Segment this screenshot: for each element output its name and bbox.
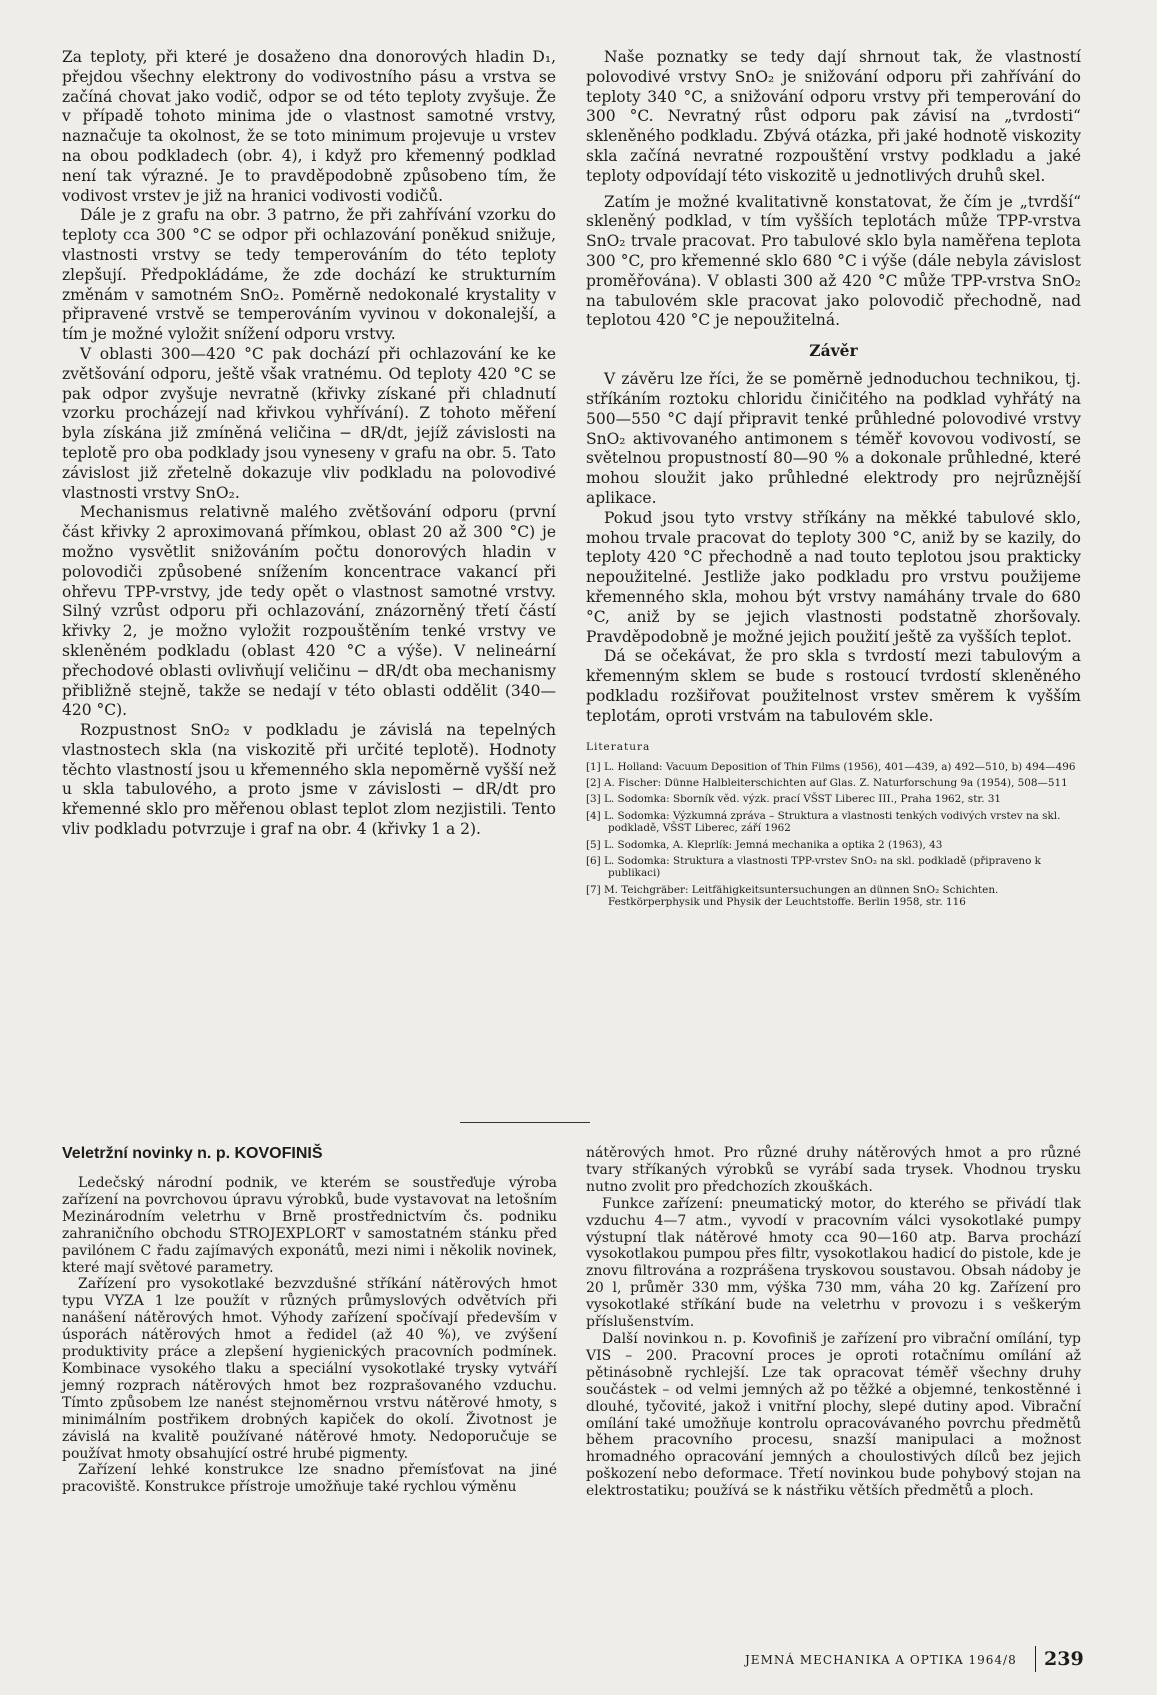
news-paragraph: Další novinkou n. p. Kovofiniš je zařízení pro vibrační omílání, typ VIS – 200. Pracovní proces je oproti rotačnímu omílání až pětinásobně rychlejší. Lze tak opracovat téměř všechny druhy součástek – od velmi jemných až po těžké a objemné, tenkostěnné i dlouhé, tyčovité, jakož i vnitřní plochy, slepé dutiny apod. Vibrační omílání také umožňuje kontrolu opracovávaného povrchu předmětů během pracovního procesu, snazší manipulaci a možnost hromadného opracování jemných a choulostivých dílců bez jejich poškození nebo deformace. Třetí novinkou bude pohybový stojan na elektrostatiku; používá se k nástřiku větších předmětů a ploch.	[586, 1330, 1081, 1500]
section-divider	[460, 1122, 590, 1123]
reference-item: [5] L. Sodomka, A. Kleprlík: Jemná mechanika a optika 2 (1963), 43	[586, 838, 943, 851]
footer-rule	[1035, 1646, 1036, 1672]
news-paragraph: Zařízení pro vysokotlaké bezvzdušné stříkání nátěrových hmot typu VYZA 1 lze použít v různých průmyslových odvětvích při nanášení nátěrových hmot. Výhody zařízení spočívají především v úsporách nátěrových hmot a ředidel (až 40 %), ve zvýšení produktivity práce a zlepšení hygienických pracovních podmínek. Kombinace vysokého tlaku a speciální vysokotlaké trysky vytváří jemný rozprach nátěrových hmot bez rozprašovaného vzduchu. Tímto způsobem lze nanést stejnoměrnou vrstvu nátěrové hmoty, s minimálním postřikem drobných kapiček do okolí. Životnost je závislá na kvalitě používané nátěrové hmoty. Nedoporučuje se používat hmoty obsahující ostré hrubé pigmenty.	[62, 1276, 557, 1462]
section-heading: Závěr	[809, 341, 858, 361]
reference-item: [7] M. Teichgräber: Leitfähigkeitsuntersuchungen an dünnen SnO₂ Schichten. Festkörperphysik und Physik der Leuchtstoffe. Berlin 1958, str. 116	[586, 883, 999, 909]
reference-item: [3] L. Sodomka: Sborník věd. výzk. prací VŠST Liberec III., Praha 1962, str. 31	[586, 793, 1002, 806]
news-title: Veletržní novinky n. p. KOVOFINIŠ	[62, 1145, 323, 1162]
paragraph: Mechanismus relativně malého zvětšování odporu (první část křivky 2 aproximovaná přímkou, oblast 20 až 300 °C) je možno vysvětlit snižováním počtu donorových hladin v polovodiči způsobené snížením koncentrace vakancí při ohřevu TPP-vrstvy, jde tedy opět o vlastnost samotné vrstvy. Silný vzrůst odporu při ochlazování, znázorněný třetí částí křivky 2, je možno vyložit rozpouštěním tenké vrstvy ve skleněném podkladu (oblast 420 °C a výše). V nelineární přechodové oblasti ovlivňují veličinu − dR/dt oba mechanismy přibližně stejně, takže se nedají v této oblasti oddělit (340—420 °C).	[62, 503, 556, 720]
left-column	[62, 48, 556, 840]
reference-list	[586, 761, 1081, 909]
page-number: 239	[1044, 1648, 1084, 1670]
reference-item: [1] L. Holland: Vacuum Deposition of Thin Films (1956), 401—439, a) 492—510, b) 494—496	[586, 760, 1076, 773]
paragraph: Dá se očekávat, že pro skla s tvrdostí mezi tabulovým a křemenným sklem se bude s rostoucí tvrdostí skleněného podkladu rozšiřovat použitelnost vrstev směrem k vyšším teplotám, oproti vrstvám na tabulovém skle.	[586, 647, 1081, 725]
paragraph: Zatím je možné kvalitativně konstatovat, že čím je „tvrdší“ skleněný podklad, v tím vyšších teplotách může TPP-vrstva SnO₂ trvale pracovat. Pro tabulové sklo byla naměřena teplota 300 °C, pro křemenné sklo 680 °C i výše (dále nebyla závislost proměřována). V oblasti 300 až 420 °C může TPP-vrstva SnO₂ na tabulovém skle pracovat jako polovodič přechodně, nad teplotou 420 °C je nepoužitelná.	[586, 192, 1081, 330]
reference-item: [4] L. Sodomka: Výzkumná zpráva – Struktura a vlastnosti tenkých vodivých vrstev na skl. podkladě, VŠST Liberec, září 1962	[586, 809, 1061, 835]
paragraph: Naše poznatky se tedy dají shrnout tak, že vlastností polovodivé vrstvy SnO₂ je snižování odporu při zahřívání do teploty 340 °C, a snižování odporu vrstvy při temperování do 300 °C. Nevratný růst odporu pak závisí na „tvrdosti“ skleněného podkladu. Zbývá otázka, při jaké hodnotě viskozity skla začíná nevratné rozpouštění vrstvy podkladu a jaké teploty odpovídají této viskozitě u jednotlivých druhů skel.	[586, 48, 1081, 185]
reference-item: [6] L. Sodomka: Struktura a vlastnosti TPP-vrstev SnO₂ na skl. podkladě (připraveno k publikaci)	[586, 854, 1041, 880]
news-left-column	[62, 1145, 557, 1496]
literature-title: Literatura	[586, 740, 651, 753]
news-right-column	[586, 1145, 1081, 1500]
reference-item: [2] A. Fischer: Dünne Halbleiterschichten auf Glas. Z. Naturforschung 9a (1954), 508—511	[586, 776, 1068, 789]
news-paragraph: Ledečský národní podnik, ve kterém se soustřeďuje výroba zařízení na povrchovou úpravu výrobků, bude vystavovat na letošním Mezinárodním veletrhu v Brně prostřednictvím čs. podniku zahraničního obchodu STROJEXPLORT v samostatném stánku před pavilónem C řadu zajímavých exponátů, mezi nimi i několik novinek, které mají světové parametry.	[62, 1175, 557, 1276]
paragraph: V oblasti 300—420 °C pak dochází při ochlazování ke ke zvětšování odporu, ještě však vratnému. Od teploty 420 °C se pak odpor zvyšuje nevratně (křivky získané při chladnutí vzorku procházejí nad křivkou vyhřívání). Z tohoto měření byla získána již zmíněná veličina − dR/dt, jejíž závislosti na teplotě pro oba podklady jsou vyneseny v grafu na obr. 5. Tato závislost již zřetelně dokazuje vliv podkladu na polovodivé vlastnosti vrstvy SnO₂.	[62, 344, 556, 502]
paragraph: V závěru lze říci, že se poměrně jednoduchou technikou, tj. stříkáním roztoku chloridu činičitého na podklad vyhřátý na 500—550 °C dají připravit tenké průhledné polovodivé vrstvy SnO₂ aktivovaného antimonem s téměř kovovou vodivostí, se světelnou propustností 80—90 % a dokonale průhledné, které mohou sloužit jako průhledné elektrody pro nejrůznější aplikace.	[586, 370, 1081, 507]
paragraph: Pokud jsou tyto vrstvy stříkány na měkké tabulové sklo, mohou trvale pracovat do teploty 300 °C, aniž by se kazily, do teploty 420 °C přechodně a nad touto teplotou jsou prakticky nepoužitelné. Jestliže jako podkladu pro vrstvu použijeme křemenného skla, mohou být vrstvy namáhány trvale do 680 °C, aniž by se jejich vlastnosti podstatně zhoršovaly. Pravděpodobně je možné jejich použití ještě za vyšších teplot.	[586, 508, 1081, 646]
journal-name: JEMNÁ MECHANIKA A OPTIKA 1964/8	[745, 1653, 1017, 1667]
news-paragraph: nátěrových hmot. Pro různé druhy nátěrových hmot a pro různé tvary stříkaných výrobků se vyrábí sada trysek. Vhodnou trysku nutno zvolit pro předchozích zkouškách.	[586, 1145, 1081, 1195]
paragraph: Za teploty, při které je dosaženo dna donorových hladin D₁, přejdou všechny elektrony do vodivostního pásu a vrstva se začíná chovat jako vodič, odpor se od této teploty zvyšuje. Že v případě tohoto minima jde o vlastnost samotné vrstvy, naznačuje ta okolnost, že se toto minimum projevuje u vrstev na obou podkladech (obr. 4), i když pro křemenný podklad není tak výrazné. Je to pravděpodobně způsobeno tím, že vodivost vrstev je již na hranici vodivosti vodičů.	[62, 48, 556, 205]
right-column	[586, 48, 1081, 913]
news-paragraph: Funkce zařízení: pneumatický motor, do kterého se přivádí tlak vzduchu 4—7 atm., vyvodí v pracovním válci vysokotlaké pumpy výstupní tlak nátěrové hmoty cca 90—160 atp. Barva prochází vysokotlakou pumpou přes filtr, vysokotlakou hadicí do pistole, kde je znovu filtrována a rozprášena tryskovou soustavou. Obsah nádoby je 20 l, průměr 330 mm, výška 730 mm, váha 20 kg. Zařízení pro vysokotlaké stříkání bude na veletrhu v provozu i s veškerým příslušenstvím.	[586, 1195, 1081, 1331]
paragraph: Dále je z grafu na obr. 3 patrno, že při zahřívání vzorku do teploty cca 300 °C se odpor při ochlazování poněkud snižuje, vlastnosti vrstvy se tedy temperováním do této teploty zlepšují. Předpokládáme, že zde dochází ke strukturním změnám v samotném SnO₂. Poměrně nedokonalé krystality v připravené vrstvě se temperováním vyvinou v dokonalejší, a tím je možné vyložit snížení odporu vrstvy.	[62, 206, 556, 344]
paragraph: Rozpustnost SnO₂ v podkladu je závislá na tepelných vlastnostech skla (na viskozitě při určité teplotě). Hodnoty těchto vlastností jsou u křemenného skla nepoměrně vyšší než u skla tabulového, a proto jsme v závislosti − dR/dt pro křemenné sklo pro měřenou oblast teplot zlom nezjistili. Tento vliv podkladu potvrzuje i graf na obr. 4 (křivky 1 a 2).	[62, 721, 556, 839]
news-paragraph: Zařízení lehké konstrukce lze snadno přemísťovat na jiné pracoviště. Konstrukce přístroje umožňuje také rychlou výměnu	[62, 1462, 557, 1496]
